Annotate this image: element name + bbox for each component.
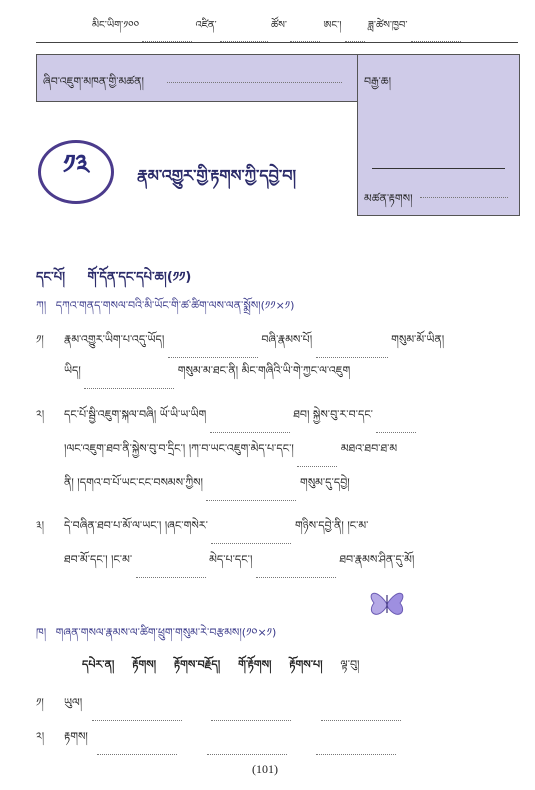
s2-row1-word: ཡུལ།	[64, 696, 83, 709]
item1-blank-a[interactable]	[168, 345, 258, 358]
item2-line2	[64, 436, 397, 467]
item2-blank-c[interactable]	[297, 454, 337, 467]
signature-field[interactable]	[420, 185, 508, 198]
name-label: མིང་ཡིག་༡༠༠	[92, 20, 140, 31]
item3-text-f: །ང་མ་	[111, 553, 133, 566]
item3-text-g: མེད་པ་དང་།	[209, 553, 253, 566]
item3-line1	[64, 513, 368, 544]
item3-text-h: ཐབ་རྣམས་ཤིན་དུ་མོ།	[339, 553, 415, 566]
s2-row2-word: རྟགས།	[64, 730, 88, 743]
item2-text-i: །དགའ་བ་པོ་ཡང་ངང་བསམས་ཀྱིས།	[77, 476, 203, 489]
item2-text-b: ཡོ་ཡི་ཡ་ཡིག	[159, 408, 207, 421]
item1-text-d: ཡིད།	[64, 364, 81, 377]
section1-question	[36, 293, 294, 324]
lesson-title: རྣམ་འགྱུར་གྱི་རྟགས་ཀྱི་དབྱེ་བ།	[137, 166, 297, 185]
item2-line3	[64, 470, 350, 501]
s2-row1-number: ༡།	[36, 696, 44, 709]
item2-number: ༢།	[36, 408, 45, 421]
item1-number: ༡།	[36, 333, 44, 346]
evaluator-label: ཞིབ་འཇུག་མཁན་གྱི་མཚན།	[43, 75, 144, 88]
word-2: རྟོགས་བརྗོད།	[173, 658, 221, 671]
word-5: ལྟ་བུ།	[340, 658, 360, 671]
item3-text-b: །ཞང་གསེར་	[164, 519, 208, 532]
name-field[interactable]	[142, 29, 192, 42]
lesson-number-circle	[38, 140, 114, 204]
item3-text-a: དེ་བཞིན་ཐབ་པ་མོ་ལ་ཡང་།	[64, 519, 162, 532]
page-number: (101)	[252, 762, 278, 776]
s2-row1-blank-c[interactable]	[321, 708, 401, 721]
item2-blank-d[interactable]	[206, 488, 296, 501]
item1-text-c: གསུམ་མོ་ཡིན།	[391, 333, 445, 346]
score-line	[372, 168, 505, 169]
section2-number: ཁ།	[36, 626, 47, 639]
butterfly-icon	[366, 587, 408, 625]
s2-row2	[64, 724, 396, 755]
item2-blank-b[interactable]	[376, 420, 416, 433]
item1-text-a: རྣམ་འགྱུར་ཡིག་པ་འདུ་ཡོད།	[64, 333, 165, 346]
word-example-label: དཔེར་ན།	[82, 658, 115, 671]
header-row	[92, 14, 512, 42]
word-3: གོ་རྟོགས།	[238, 658, 272, 671]
item1-blank-b[interactable]	[316, 345, 388, 358]
item3-text-d: །ང་མ་	[347, 519, 369, 532]
item3-text-c: གཉིས་དབྱེ་ནི།	[294, 519, 344, 532]
item2-text-g: མཐའ་ཐབ་ཐ་མ	[340, 442, 398, 455]
number-field[interactable]	[345, 29, 365, 42]
s2-row2-number: ༢།	[36, 730, 45, 743]
s2-row1-blank-a[interactable]	[92, 708, 182, 721]
score-box	[357, 54, 520, 216]
item2-text-a: དང་པོ་སྦྱི་འཇུག་སྐལ་བཞི།	[64, 408, 157, 421]
section2-text: གཞན་གསལ་རྣམས་ལ་ཚིག་ཕྲུག་གསུམ་རེ་བརྩམས།(༡༠×༡)	[55, 626, 277, 639]
q1-number: ཀ།	[36, 299, 47, 312]
score-label: བརྒྱ་ཆ།	[364, 75, 392, 88]
section1-label: དང་པོ།	[36, 270, 65, 285]
word-4: རྟོགས་པ།	[289, 658, 323, 671]
item1-blank-c[interactable]	[84, 376, 174, 389]
item2-text-d: སྐྱེས་བུ་ར་བ་དང་	[312, 408, 373, 421]
lesson-number: ༡༣	[62, 149, 89, 180]
item2-text-c: ཐབ།	[293, 408, 310, 421]
evaluator-field[interactable]	[167, 70, 342, 83]
class-field[interactable]	[220, 29, 268, 42]
s2-row2-blank-b[interactable]	[207, 742, 287, 755]
item1-text-f: མིང་གཞིའི་ཡི་གེ་ཀྱང་ལ་འཇུག	[241, 364, 351, 377]
item3-blank-c[interactable]	[256, 565, 336, 578]
item3-number: ༣།	[36, 519, 45, 532]
word-row	[82, 652, 360, 683]
item2-text-e: །ལང་འཇུག་ཐབ་ནི་སྐྱེས་བུ་བ་དྲིང་།	[64, 442, 186, 455]
item3-blank-a[interactable]	[211, 531, 291, 544]
school-field[interactable]	[290, 29, 320, 42]
item1-text-b: བཞི་རྣམས་པོ།	[261, 333, 313, 346]
s2-row2-blank-c[interactable]	[316, 742, 396, 755]
class-label: འཛིན་	[195, 20, 217, 31]
item2-blank-a[interactable]	[210, 420, 290, 433]
number-label: ཨང་།	[323, 20, 342, 31]
q1-text: དཀའ་གནད་གསལ་བའི་མི་ཡོང་གི་ཚ་ཚིག་ལས་ལན་སྨྲོས།(༡༡×༡)	[55, 299, 295, 312]
item3-line2	[64, 547, 414, 578]
header-divider	[36, 42, 518, 43]
s2-row1	[64, 690, 401, 721]
item2-text-j: གསུམ་དུ་དབྱེ།	[299, 476, 350, 489]
item1-line1	[64, 327, 444, 358]
date-label: ཟླ་ཚེས་ཁྱབ་	[367, 20, 408, 31]
s2-row1-blank-b[interactable]	[211, 708, 291, 721]
item2-text-h: ནི།	[64, 476, 74, 489]
evaluator-box	[36, 54, 360, 102]
school-label: ཚོས་	[271, 20, 288, 31]
word-1: རྟོགས།	[132, 658, 157, 671]
item2-text-f: །ཀ་བ་ཡང་འཇུག་མེད་པ་དང་།	[188, 442, 294, 455]
section2-heading	[36, 620, 276, 651]
item1-text-e: གསུམ་མ་ཐང་ནི།	[177, 364, 239, 377]
item2-line1	[64, 402, 416, 433]
item1-line2	[64, 358, 350, 389]
s2-row2-blank-a[interactable]	[97, 742, 177, 755]
item3-blank-b[interactable]	[136, 565, 206, 578]
item3-text-e: ཐབ་མོ་དང་།	[64, 553, 108, 566]
section1-title: གོ་དོན་དང་དཔེ་ཆ།(༡༡)	[87, 270, 192, 285]
signature-label: མཚན་རྟགས།	[364, 192, 413, 205]
date-field[interactable]	[411, 29, 461, 42]
